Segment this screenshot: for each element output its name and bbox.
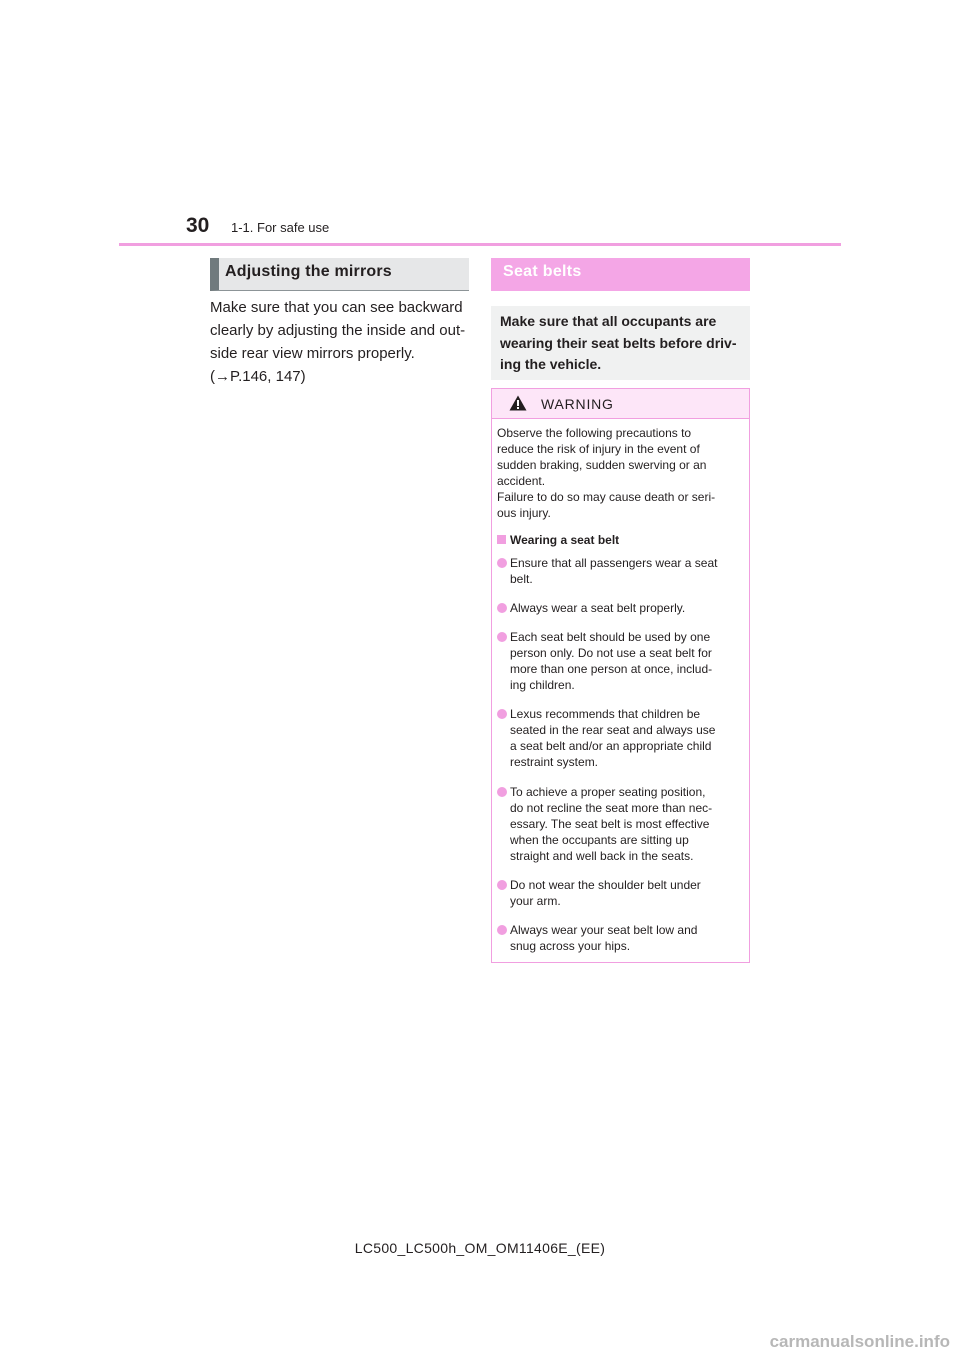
bullet-dot-icon	[497, 787, 507, 797]
mirrors-body-line: clearly by adjusting the inside and out-	[210, 322, 466, 339]
mirrors-subheading	[210, 258, 469, 291]
bullet-item	[497, 555, 742, 587]
mirrors-body	[210, 296, 472, 388]
warning-intro-line: sudden braking, sudden swerving or an	[497, 458, 707, 472]
intro-line: wearing their seat belts before driv-	[500, 334, 737, 351]
bullet-line: your arm.	[510, 894, 561, 908]
page-number: 30	[186, 214, 210, 237]
bullet-line: ing children.	[510, 678, 575, 692]
bullet-line: Do not wear the shoulder belt under	[510, 878, 701, 892]
warning-intro-line: ous injury.	[497, 506, 551, 520]
bullet-line: snug across your hips.	[510, 939, 631, 953]
bullet-line: Always wear your seat belt low and	[510, 923, 698, 937]
watermark: carmanualsonline.info	[769, 1332, 950, 1351]
bullet-dot-icon	[497, 709, 507, 719]
page-reference-link[interactable]: (→P.146, 147)	[210, 368, 306, 385]
warning-subheading	[497, 532, 619, 548]
bullet-item	[497, 600, 742, 616]
bullet-line: restraint system.	[510, 755, 599, 769]
mirrors-subheading-label: Adjusting the mirrors	[225, 263, 392, 280]
bullet-line: a seat belt and/or an appropriate child	[510, 739, 712, 753]
bullet-line: person only. Do not use a seat belt for	[510, 646, 712, 660]
bullet-line: when the occupants are sitting up	[510, 833, 689, 847]
warning-box	[491, 388, 750, 963]
bullet-line: do not recline the seat more than nec-	[510, 801, 713, 815]
bullet-dot-icon	[497, 603, 507, 613]
mirrors-body-line: Make sure that you can see backward	[210, 299, 463, 316]
warning-intro-line: reduce the risk of injury in the event of	[497, 442, 700, 456]
bullet-line: Lexus recommends that children be	[510, 707, 701, 721]
seat-belts-intro	[491, 306, 750, 380]
bullet-line: essary. The seat belt is most effective	[510, 817, 710, 831]
seat-belts-heading-label: Seat belts	[503, 263, 582, 280]
document-code: LC500_LC500h_OM_OM11406E_(EE)	[354, 1240, 606, 1256]
warning-label: WARNING	[541, 396, 614, 412]
intro-line: Make sure that all occupants are	[500, 313, 717, 329]
warning-intro-line: Observe the following precautions to	[497, 426, 692, 440]
section-title: 1-1. For safe use	[231, 220, 330, 235]
bullet-dot-icon	[497, 558, 507, 568]
square-bullet-icon	[497, 535, 506, 544]
bullet-item	[497, 706, 742, 770]
bullet-line: Each seat belt should be used by one	[510, 630, 711, 644]
bullet-dot-icon	[497, 632, 507, 642]
bullet-line: Ensure that all passengers wear a seat	[510, 556, 718, 570]
bullet-item	[497, 922, 742, 954]
bullet-item	[497, 877, 742, 909]
warning-triangle-icon	[509, 395, 527, 411]
warning-subheading-label: Wearing a seat belt	[510, 533, 620, 547]
bullet-dot-icon	[497, 925, 507, 935]
warning-intro-line: Failure to do so may cause death or seri-	[497, 490, 716, 504]
bullet-line: straight and well back in the seats.	[510, 849, 694, 863]
intro-line: ing the vehicle.	[500, 356, 602, 372]
bullet-line: belt.	[510, 572, 533, 586]
warning-header	[492, 389, 749, 419]
mirrors-body-line: side rear view mirrors properly.	[210, 345, 415, 362]
bullet-line: more than one person at once, includ-	[510, 662, 713, 676]
bullet-dot-icon	[497, 880, 507, 890]
bullet-line: Always wear a seat belt properly.	[510, 601, 686, 615]
bullet-item	[497, 629, 742, 693]
bullet-line: seated in the rear seat and always use	[510, 723, 716, 737]
header-rule	[119, 243, 841, 246]
warning-intro-line: accident.	[497, 474, 546, 488]
bullet-line: To achieve a proper seating position,	[510, 785, 706, 799]
warning-intro	[497, 425, 742, 521]
bullet-item	[497, 784, 742, 864]
seat-belts-heading	[491, 258, 750, 291]
